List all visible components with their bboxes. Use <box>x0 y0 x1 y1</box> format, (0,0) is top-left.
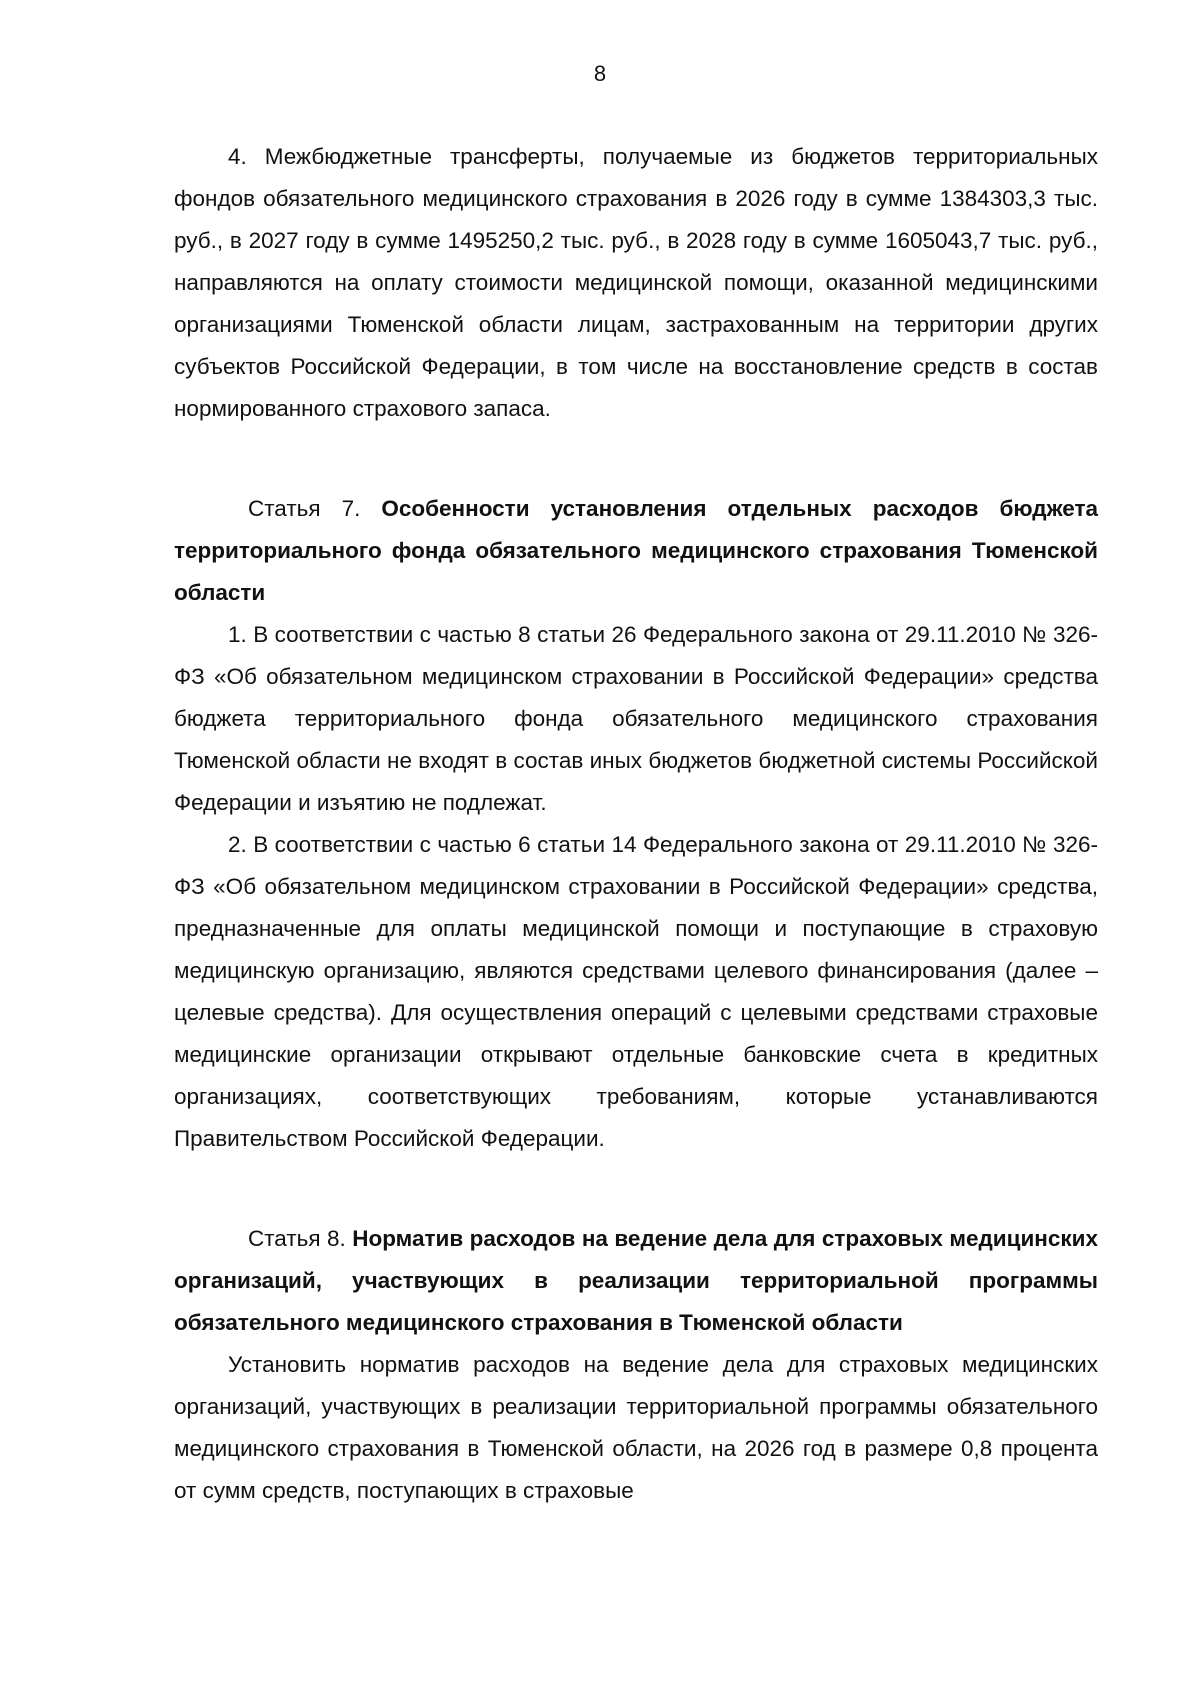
article-7-title: Особенности установления отдельных расходов бюджета территориального фонда обязательного медицинского страхования Тюменской области <box>174 496 1098 605</box>
article-8-heading <box>174 1218 1098 1344</box>
section-gap <box>174 1160 1098 1218</box>
document-body <box>174 136 1098 1512</box>
article-7-prefix: Статья 7. <box>248 496 382 521</box>
article-7-paragraph-2: 2. В соответствии с частью 6 статьи 14 Федерального закона от 29.11.2010 № 326-ФЗ «Об обязательном медицинском страховании в Российской Федерации» средства, предназначенные для оплаты медицинской помощи и поступающие в страховую медицинскую организацию, являются средствами целевого финансирования (далее – целевые средства). Для осуществления операций с целевыми средствами страховые медицинские организации открывают отдельные банковские счета в кредитных организациях, соответствующих требованиям, которые устанавливаются Правительством Российской Федерации. <box>174 832 1098 1151</box>
article-8-title: Норматив расходов на ведение дела для страховых медицинских организаций, участвующих в реализации территориальной программы обязательного медицинского страхования в Тюменской области <box>174 1226 1098 1335</box>
section-gap <box>174 430 1098 488</box>
article-7-heading <box>174 488 1098 614</box>
article-8-paragraph-1: Установить норматив расходов на ведение дела для страховых медицинских организаций, участвующих в реализации территориальной программы обязательного медицинского страхования в Тюменской области, на 2026 год в размере 0,8 процента от сумм средств, поступающих в страховые <box>174 1352 1098 1503</box>
article-7-paragraph-1: 1. В соответствии с частью 8 статьи 26 Федерального закона от 29.11.2010 № 326-ФЗ «Об обязательном медицинском страховании в Российской Федерации» средства бюджета территориального фонда обязательного медицинского страхования Тюменской области не входят в состав иных бюджетов бюджетной системы Российской Федерации и изъятию не подлежат. <box>174 622 1098 815</box>
article-8-prefix: Статья 8. <box>248 1226 353 1251</box>
page-number: 8 <box>593 61 607 86</box>
paragraph-intergovernmental-transfers: 4. Межбюджетные трансферты, получаемые из бюджетов территориальных фондов обязательного медицинского страхования в 2026 году в сумме 1384303,3 тыс. руб., в 2027 году в сумме 1495250,2 тыс. руб., в 2028 году в сумме 1605043,7 тыс. руб., направляются на оплату стоимости медицинской помощи, оказанной медицинскими организациями Тюменской области лицам, застрахованным на территории других субъектов Российской Федерации, в том числе на восстановление средств в состав нормированного страхового запаса. <box>174 144 1098 421</box>
